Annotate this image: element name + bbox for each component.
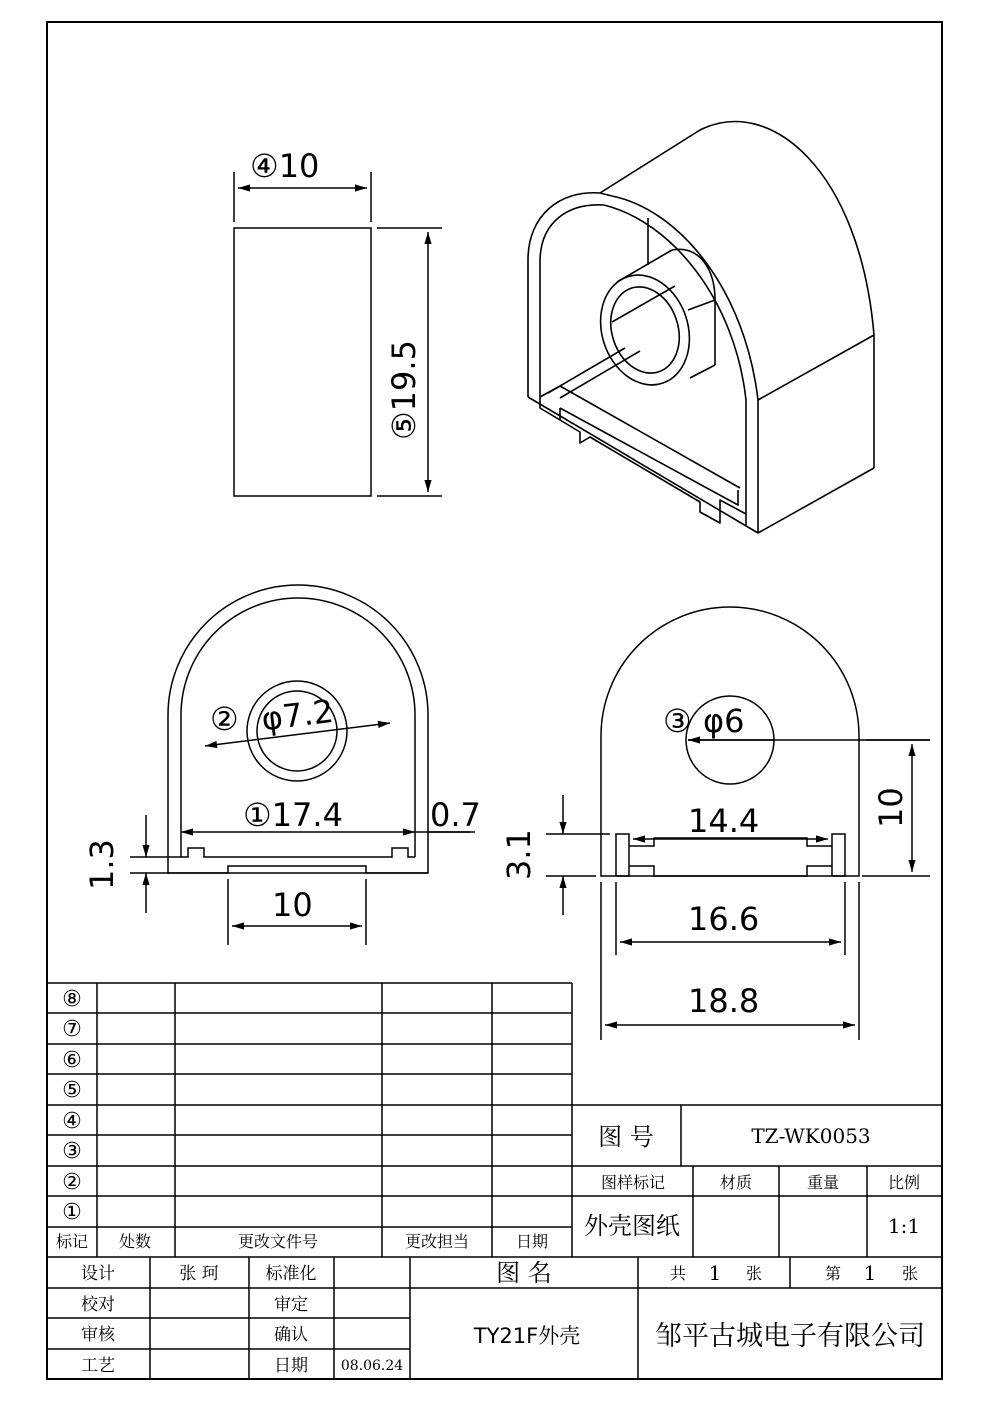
rev-header: 标记 [55, 1232, 89, 1251]
rev-header: 更改文件号 [237, 1232, 319, 1251]
rev-mark: ③ [62, 1139, 82, 1164]
sheet-value: 1 [863, 1261, 877, 1285]
rev-mark: ⑤ [62, 1078, 82, 1103]
revision-marks [62, 987, 82, 1225]
dim-wall: 0.7 [430, 796, 481, 834]
dim-right-height: 10 [872, 787, 910, 828]
rev-header: 日期 [515, 1232, 549, 1251]
part-name: TY21F外壳 [473, 1324, 581, 1348]
dim-left-step: 1.3 [83, 839, 121, 890]
dim-rail-height: 3.1 [500, 829, 538, 880]
dim-rail-span: 14.4 [688, 802, 760, 840]
rev-header: 处数 [118, 1232, 152, 1251]
col-label: 重量 [806, 1173, 840, 1192]
dim-bottom-slot: 10 [272, 886, 313, 924]
row-label: 设计 [81, 1264, 115, 1284]
row-label: 校对 [81, 1295, 115, 1315]
col-label: 材质 [719, 1173, 753, 1192]
row-label2: 标准化 [265, 1264, 317, 1284]
row-label2: 日期 [274, 1356, 308, 1376]
dim-top-width: ④10 [250, 147, 320, 185]
row-value2: 08.06.24 [340, 1358, 404, 1374]
dim-mid-span: 16.6 [688, 900, 760, 938]
dim-inner-width: ①17.4 [243, 796, 343, 834]
rev-mark: ④ [62, 1109, 82, 1134]
dim-hole-outer-marker: ② [210, 700, 239, 738]
dim-hole-inner-marker: ③ [663, 702, 692, 740]
row-label: 审核 [81, 1325, 115, 1345]
scale: 1:1 [887, 1214, 921, 1238]
side-view [234, 172, 442, 496]
sheet-label: 第 [824, 1264, 842, 1283]
isometric-view [528, 122, 874, 533]
row-label: 工艺 [81, 1356, 115, 1376]
col-label: 比例 [887, 1173, 921, 1192]
revision-table [47, 983, 942, 1257]
rev-mark: ① [62, 1200, 82, 1225]
rev-mark: ⑥ [62, 1048, 82, 1073]
sheet-count [670, 1261, 918, 1285]
row-value: 张 珂 [179, 1264, 219, 1284]
revision-headers [56, 1232, 548, 1251]
dim-hole-outer: φ7.2 [259, 691, 336, 739]
rev-mark: ⑧ [62, 987, 82, 1012]
rev-header: 更改担当 [404, 1232, 470, 1251]
row-label2: 确认 [274, 1325, 308, 1345]
total-value: 1 [708, 1261, 722, 1285]
col-label: 图样标记 [600, 1173, 666, 1192]
total-unit: 张 [745, 1264, 763, 1283]
name-label: 图 名 [496, 1259, 552, 1287]
rev-mark: ② [62, 1170, 82, 1195]
approval-rows [81, 1264, 403, 1376]
dim-hole-inner: φ6 [703, 702, 745, 740]
drawing-no-label: 图 号 [598, 1123, 654, 1151]
drawing-type: 外壳图纸 [584, 1212, 680, 1240]
total-label: 共 [669, 1264, 687, 1283]
sheet-unit: 张 [901, 1264, 919, 1283]
dim-top-height: ⑤19.5 [385, 340, 423, 440]
row-label2: 审定 [274, 1295, 308, 1315]
rev-mark: ⑦ [62, 1017, 82, 1042]
drawing-no: TZ-WK0053 [751, 1124, 871, 1148]
dim-full-width: 18.8 [688, 982, 760, 1020]
company-name: 邹平古城电子有限公司 [655, 1321, 925, 1352]
